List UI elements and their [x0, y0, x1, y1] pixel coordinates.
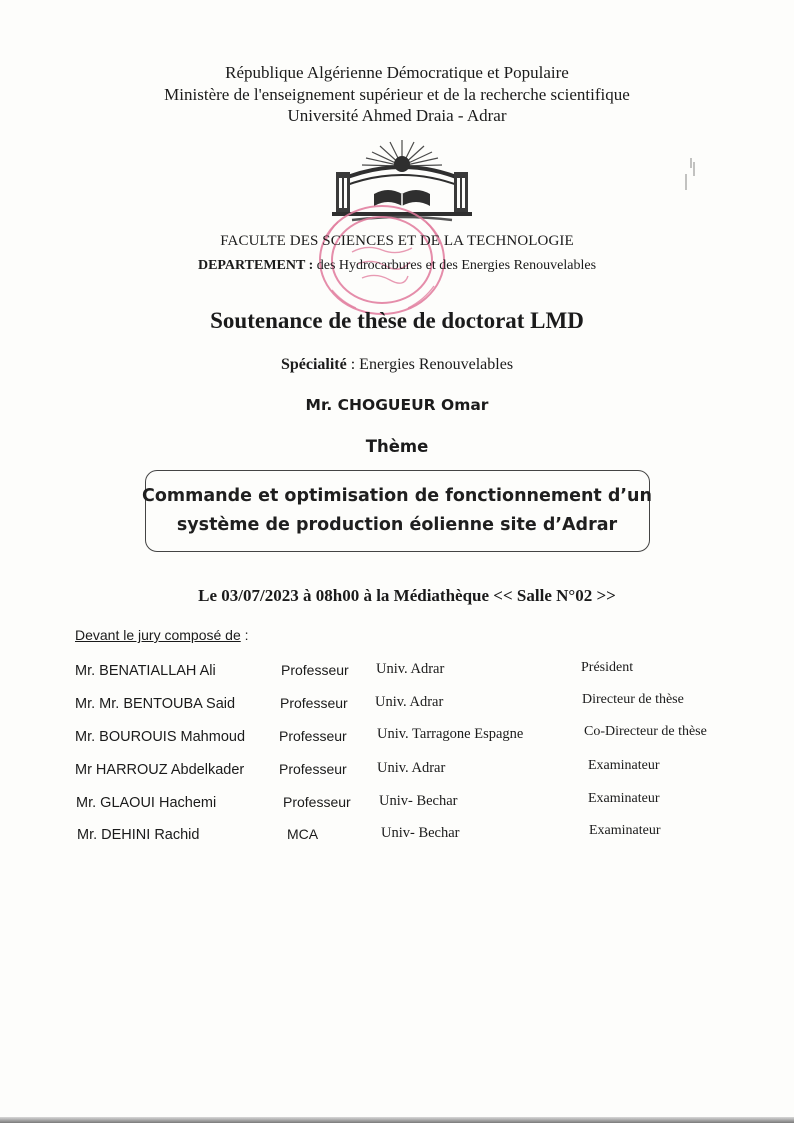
jury-member-university: Univ. Adrar	[377, 760, 446, 776]
jury-intro-suffix: :	[240, 627, 249, 643]
theme-box	[145, 470, 650, 552]
jury-member-university: Univ. Tarragone Espagne	[377, 726, 524, 742]
jury-member-grade: Professeur	[279, 728, 347, 744]
jury-intro	[75, 627, 249, 643]
jury-member-name: Mr. BENATIALLAH Ali	[75, 663, 216, 679]
jury-member-grade: Professeur	[281, 662, 349, 678]
jury-member-university: Univ- Bechar	[379, 793, 458, 809]
jury-member-grade: Professeur	[280, 695, 348, 711]
header-university: Université Ahmed Draia - Adrar	[287, 106, 507, 125]
jury-member-name: Mr. DEHINI Rachid	[77, 827, 200, 843]
jury-member-role: Président	[581, 660, 634, 675]
jury-member-university: Univ. Adrar	[375, 694, 444, 710]
jury-member-grade: MCA	[287, 826, 319, 842]
jury-member-grade: Professeur	[283, 794, 351, 810]
scan-bottom-edge	[0, 1117, 794, 1123]
speciality-value: : Energies Renouvelables	[346, 356, 514, 373]
jury-intro-text: Devant le jury composé de	[75, 627, 241, 643]
jury-member-role: Examinateur	[589, 823, 661, 838]
faculty-name: FACULTE DES SCIENCES ET DE LA TECHNOLOGIE	[220, 233, 574, 249]
jury-member-name: Mr HARROUZ Abdelkader	[75, 762, 245, 778]
department-line	[0, 258, 794, 274]
theme-title-line-2: système de production éolienne site d’Adrar	[176, 515, 618, 535]
candidate-name: Mr. CHOGUEUR Omar	[305, 396, 489, 414]
scan-mark	[683, 154, 697, 192]
defense-date-location: Le 03/07/2023 à 08h00 à la Médiathèque << Salle N°02 >>	[198, 586, 616, 605]
speciality-label: Spécialité	[280, 356, 347, 373]
jury-member-name: Mr. GLAOUI Hachemi	[76, 795, 217, 811]
header-republic: République Algérienne Démocratique et Populaire	[225, 63, 569, 82]
department-value: des Hydrocarbures et des Energies Renouvelables	[313, 258, 597, 273]
jury-member-role: Examinateur	[588, 758, 660, 773]
jury-member-role: Directeur de thèse	[582, 692, 684, 707]
jury-member-university: Univ. Adrar	[376, 661, 445, 677]
jury-member-university: Univ- Bechar	[381, 825, 460, 841]
jury-member-name: Mr. BOUROUIS Mahmoud	[75, 729, 246, 745]
jury-member-grade: Professeur	[279, 761, 347, 777]
speciality-line	[0, 356, 794, 374]
jury-member-role: Examinateur	[588, 791, 660, 806]
header-ministry: Ministère de l'enseignement supérieur et de la recherche scientifique	[164, 85, 630, 104]
theme-title-line-1: Commande et optimisation de fonctionnement d’un	[142, 486, 652, 506]
jury-member-name: Mr. Mr. BENTOUBA Said	[75, 696, 236, 712]
jury-member-role: Co-Directeur de thèse	[584, 724, 707, 739]
page-title: Soutenance de thèse de doctorat LMD	[210, 308, 584, 333]
department-label: DEPARTEMENT :	[197, 258, 314, 273]
theme-label: Thème	[365, 437, 429, 456]
